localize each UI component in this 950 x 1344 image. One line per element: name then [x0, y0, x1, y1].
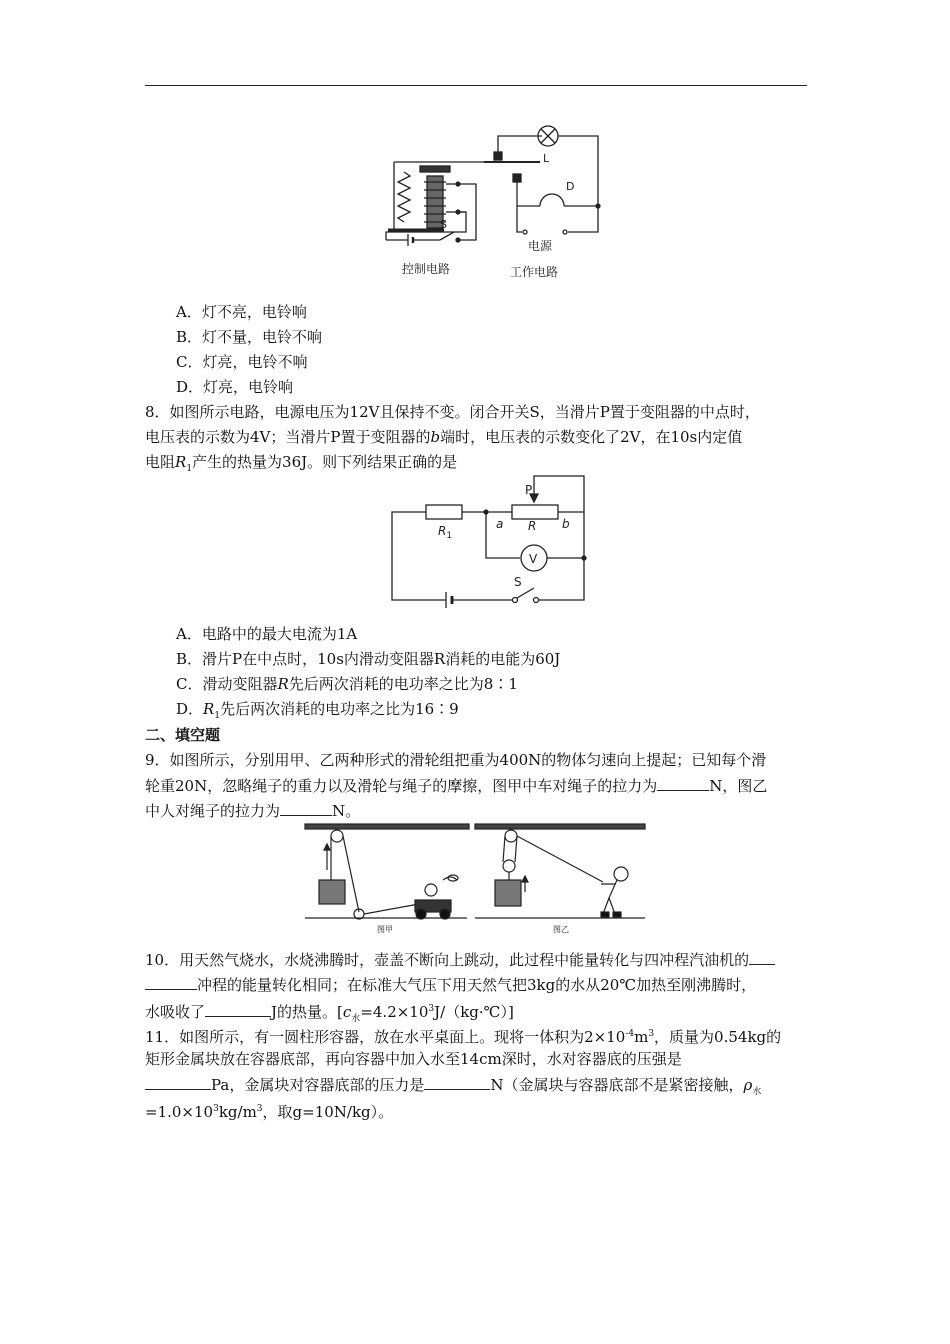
- answer-blank[interactable]: [424, 1074, 490, 1090]
- q11-line-4: $=1.0\times 10^3kg/m^3$，取g=10N/kg）。: [145, 1103, 394, 1121]
- q9-line-2: 轮重20N，忽略绳子的重力以及滑轮与绳子的摩擦，图甲中车对绳子的拉力为 N，图乙: [145, 777, 768, 795]
- q10-line-1: 10．用天然气烧水，水烧沸腾时，壶盖不断向上跳动，此过程中能量转化与四冲程汽油机的: [145, 949, 775, 970]
- fig-jia-label: 图甲: [377, 925, 393, 934]
- answer-blank[interactable]: [205, 1001, 271, 1017]
- answer-blank[interactable]: [145, 974, 197, 990]
- q8-option-c: C．滑动变阻器R先后两次消耗的电功率之比为8∶1: [176, 675, 518, 693]
- q11-line-3: Pa，金属块对容器底部的压力是 N（金属块与容器底部不是紧密接触，$\rho_水$: [145, 1074, 761, 1102]
- q11-line-2: 矩形金属块放在容器底部，再向容器中加入水至14cm深时，水对容器底的压强是: [145, 1050, 682, 1068]
- q8-line-2: 电压表的示数为4V；当滑片P置于变阻器的b端时，电压表的示数变化了2V，在10s内定值: [145, 428, 743, 446]
- pulley-figure: [303, 822, 648, 934]
- q11-line-1: 11．如图所示，有一圆柱形容器，放在水平桌面上。现将一体积为$2\times 10^{-4}m^3$，质量为0.54kg的: [145, 1028, 782, 1046]
- terminal-a-label: a: [496, 517, 504, 531]
- voltmeter-label: V: [529, 552, 538, 566]
- section-heading: 二、填空题: [145, 726, 221, 744]
- answer-blank[interactable]: [145, 1074, 211, 1090]
- q8-line-1: 8．如图所示电路，电源电压为12V且保持不变。闭合开关S，当滑片P置于变阻器的中点时，: [145, 403, 760, 421]
- lamp-label: L: [543, 152, 550, 165]
- power-label: 电源: [528, 239, 553, 253]
- relay-circuit-figure: [380, 122, 610, 282]
- answer-blank[interactable]: [280, 800, 332, 816]
- r1-label: $R_1$: [438, 524, 453, 541]
- q8-option-b: B．滑片P在中点时，10s内滑动变阻器R消耗的电能为60J: [176, 650, 561, 668]
- q9-line-3: 中人对绳子的拉力为 N。: [145, 802, 361, 820]
- switch-label: S: [440, 218, 447, 231]
- slider-p-label: P: [525, 483, 533, 497]
- q8-option-d: D．$R_1$先后两次消耗的电功率之比为16∶9: [176, 700, 459, 721]
- header-rule: [145, 85, 807, 86]
- q10-line-3: 水吸收了 J的热量。$[c_水=4.2\times 10^3J/(kg\cdot℃)]$: [145, 1003, 514, 1024]
- bell-label: D: [566, 180, 575, 193]
- control-circuit-label: 控制电路: [402, 262, 451, 276]
- terminal-b-label: b: [562, 517, 570, 531]
- q7-option-a: A．灯不亮，电铃响: [176, 303, 307, 321]
- q7-option-d: D．灯亮，电铃响: [176, 378, 294, 396]
- q7-option-c: C．灯亮，电铃不响: [176, 353, 308, 371]
- q10-line-2: 冲程的能量转化相同；在标准大气压下用天然气把3kg的水从20℃加热至刚沸腾时，: [145, 974, 756, 995]
- q8-option-a: A．电路中的最大电流为1A: [176, 625, 358, 643]
- fig-yi-label: 图乙: [553, 925, 569, 934]
- work-circuit-label: 工作电路: [510, 265, 559, 279]
- q9-line-1: 9．如图所示，分别用甲、乙两种形式的滑轮组把重为400N的物体匀速向上提起；已知每个滑: [145, 751, 767, 769]
- switch-s-label: S: [514, 575, 522, 589]
- rheostat-r-label: R: [528, 519, 537, 533]
- q7-option-b: B．灯不量，电铃不响: [176, 328, 323, 346]
- q8-line-3: 电阻$R_1$产生的热量为36J。则下列结果正确的是: [145, 453, 458, 474]
- rheostat-circuit-figure: [388, 472, 598, 610]
- answer-blank[interactable]: [657, 775, 709, 791]
- answer-blank[interactable]: [749, 949, 775, 965]
